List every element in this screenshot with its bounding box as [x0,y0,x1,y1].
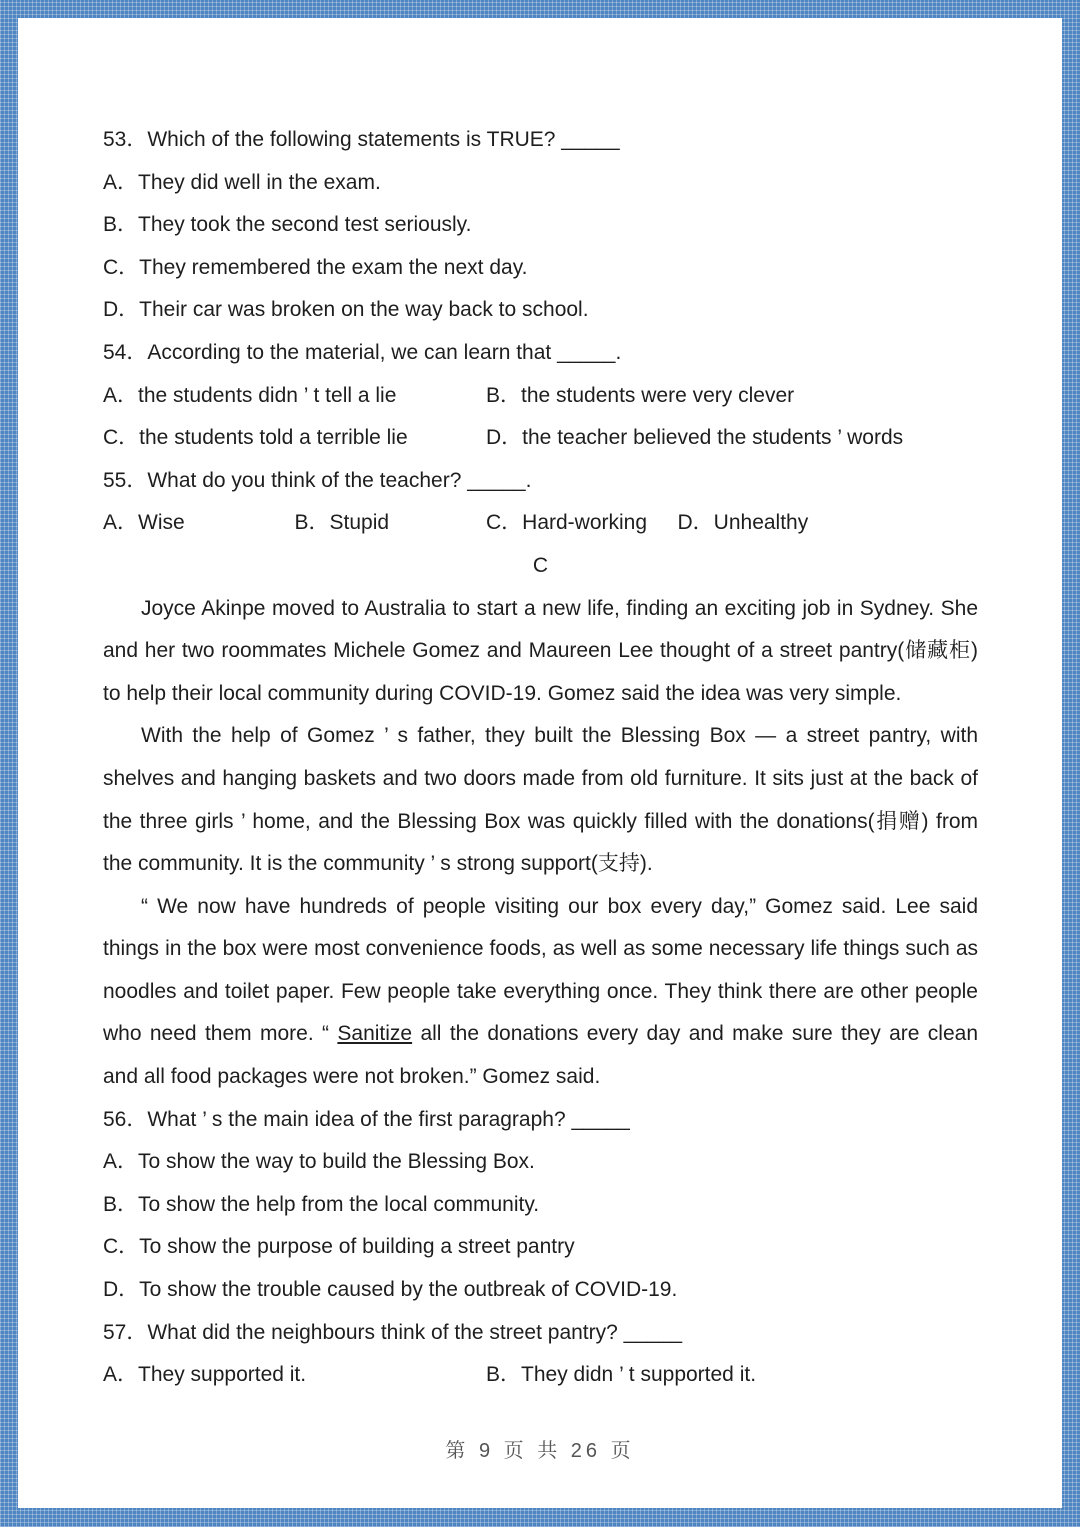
question-56-option-a: A．To show the way to build the Blessing Box. [103,1150,535,1174]
question-54-option-d: D．the teacher believed the students ’ words [486,426,904,450]
question-56-option-b: B．To show the help from the local community. [103,1192,540,1216]
question-57-option-a: A．They supported it. [103,1363,307,1387]
document-page [18,18,1062,1508]
question-53-option-d: D．Their car was broken on the way back to school. [103,298,589,322]
question-55-options [103,502,978,545]
passage-paragraph-3-end: all the donations every day and make sure they are clean and all food packages were not broken.” Gomez said. [103,1022,979,1089]
question-57-stem: 57．What did the neighbours think of the street pantry? _____ [103,1320,683,1344]
question-56-option-d: D．To show the trouble caused by the outbreak of COVID-19. [103,1278,678,1302]
question-53-option-a: A．They did well in the exam. [103,170,381,194]
section-label: C [532,553,549,577]
question-55-option-a: A．Wise [103,511,185,535]
passage-paragraph-3-start: “ We now have hundreds of people visiting our box every day,” Gomez said. Lee said things in the box were most convenience foods, as well as some necessary life things such as noodles and toilet paper. Few people take everything once. They think there are other people who need them more. “ [103,894,978,1046]
underlined-word-sanitize: Sanitize [337,1022,413,1046]
question-54-option-b: B．the students were very clever [486,383,795,407]
question-54-options-row-1 [103,375,978,418]
question-54-option-c: C．the students told a terrible lie [103,426,408,450]
question-55-option-c: C．Hard-working [486,511,648,535]
question-57-option-b: B．They didn ’ t supported it. [486,1363,757,1387]
question-54-option-a: A．the students didn ’ t tell a lie [103,383,397,407]
question-57-options [103,1354,978,1397]
question-56-stem: 56．What ’ s the main idea of the first paragraph? _____ [103,1107,630,1131]
question-54-stem: 54．According to the material, we can learn that _____. [103,340,622,364]
page-content [103,119,978,1397]
question-53-stem: 53．Which of the following statements is TRUE? _____ [103,128,620,151]
passage-paragraph-1: Joyce Akinpe moved to Australia to start a new life, finding an exciting job in Sydney. She and her two roommates Michele Gomez and Maureen Lee thought of a street pantry(储藏柜) to help their local community during COVID-19. Gomez said the idea was very simple. [103,596,978,705]
question-55-stem: 55．What do you think of the teacher? _____. [103,468,532,492]
page-number-footer: 第 9 页 共 26 页 [445,1440,635,1462]
question-53-option-b: B．They took the second test seriously. [103,213,472,237]
question-56-option-c: C．To show the purpose of building a street pantry [103,1235,575,1259]
question-53-option-c: C．They remembered the exam the next day. [103,255,528,279]
question-55-option-b: B．Stupid [294,511,390,535]
passage-paragraph-3 [103,886,978,1099]
question-55-option-d: D．Unhealthy [677,511,809,535]
question-54-options-row-2 [103,417,978,460]
passage-paragraph-2: With the help of Gomez ’ s father, they built the Blessing Box — a street pantry, with shelves and hanging baskets and two doors made from old furniture. It sits just at the back of the three girls ’ home, and the Blessing Box was quickly filled with the donations(捐赠) from the community. It is the community ’ s strong support(支持). [103,724,978,876]
